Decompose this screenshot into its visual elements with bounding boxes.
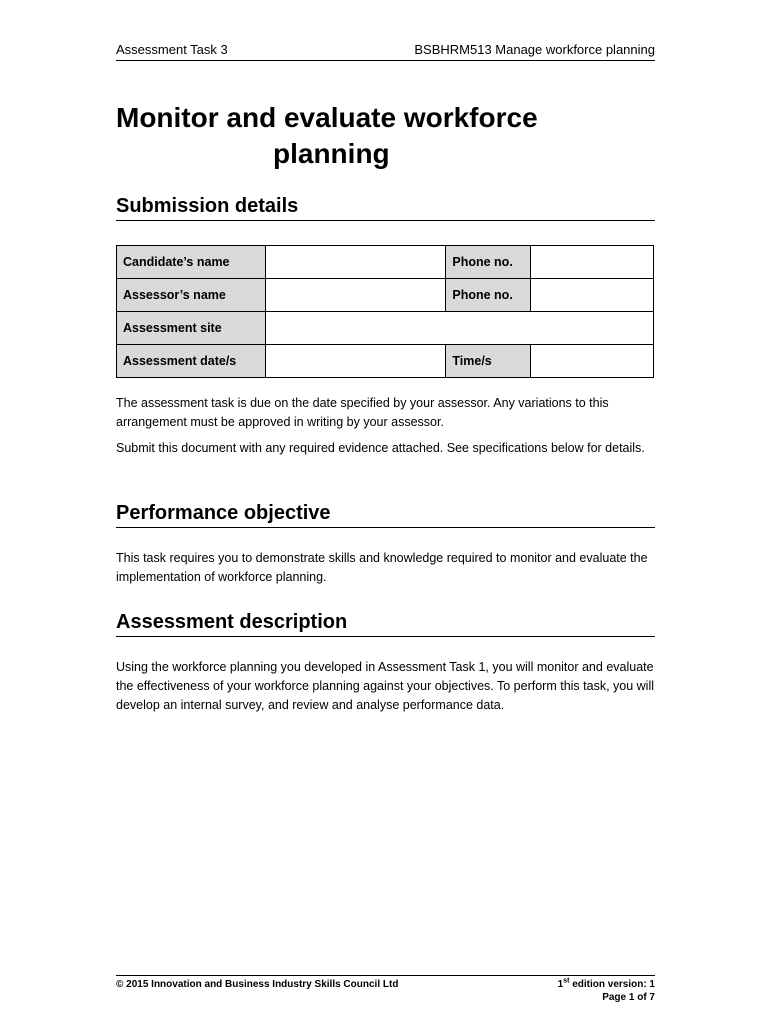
- assessment-site-label: Assessment site: [117, 312, 266, 345]
- assessor-phone-field[interactable]: [531, 279, 654, 312]
- time-field[interactable]: [531, 345, 654, 378]
- table-row: [117, 279, 654, 312]
- edition-text: edition version: 1: [569, 979, 655, 990]
- document-title: [116, 100, 655, 172]
- assessor-name-label: Assessor’s name: [117, 279, 266, 312]
- header-task-label: Assessment Task 3: [116, 42, 228, 57]
- table-row: [117, 246, 654, 279]
- assessment-description-paragraph: Using the workforce planning you developed in Assessment Task 1, you will monitor and evaluate the effectiveness of your workforce planning against your objectives. To perform this task, you will develop an internal survey, and review and analyse performance data.: [116, 660, 655, 712]
- footer-right: [558, 978, 655, 1004]
- candidate-phone-field[interactable]: [531, 246, 654, 279]
- table-row: [117, 312, 654, 345]
- candidate-phone-label: Phone no.: [446, 246, 531, 279]
- footer-copyright: © 2015 Innovation and Business Industry Skills Council Ltd: [116, 979, 399, 990]
- assessment-description-heading: Assessment description: [116, 611, 655, 637]
- candidate-name-label: Candidate’s name: [117, 246, 266, 279]
- footer-edition: [558, 978, 655, 991]
- submission-details-heading: Submission details: [116, 195, 655, 221]
- performance-objective-heading: Performance objective: [116, 502, 655, 528]
- title-line-1: Monitor and evaluate workforce: [116, 102, 538, 133]
- submit-instructions-paragraph: Submit this document with any required evidence attached. See specifications below for details.: [116, 441, 645, 455]
- edition-suffix: st: [563, 977, 570, 985]
- footer-page-number: Page 1 of 7: [602, 992, 655, 1003]
- assessment-site-field[interactable]: [265, 312, 653, 345]
- assessment-date-label: Assessment date/s: [117, 345, 266, 378]
- page-header: [116, 42, 655, 61]
- assessor-name-field[interactable]: [265, 279, 446, 312]
- time-label: Time/s: [446, 345, 531, 378]
- edition-number: 1: [557, 979, 564, 990]
- candidate-name-field[interactable]: [265, 246, 446, 279]
- header-unit-title: BSBHRM513 Manage workforce planning: [414, 42, 655, 57]
- page-footer: [116, 975, 655, 1004]
- assessor-phone-label: Phone no.: [446, 279, 531, 312]
- assessment-date-field[interactable]: [265, 345, 446, 378]
- table-row: [117, 345, 654, 378]
- submission-details-table: [116, 245, 654, 378]
- performance-objective-paragraph: This task requires you to demonstrate skills and knowledge required to monitor and evaluate the implementation of workforce planning.: [116, 551, 648, 584]
- title-line-2: planning: [273, 138, 390, 169]
- document-page: [116, 0, 655, 1024]
- due-date-paragraph: The assessment task is due on the date specified by your assessor. Any variations to this arrangement must be approved in writing by your assessor.: [116, 396, 609, 429]
